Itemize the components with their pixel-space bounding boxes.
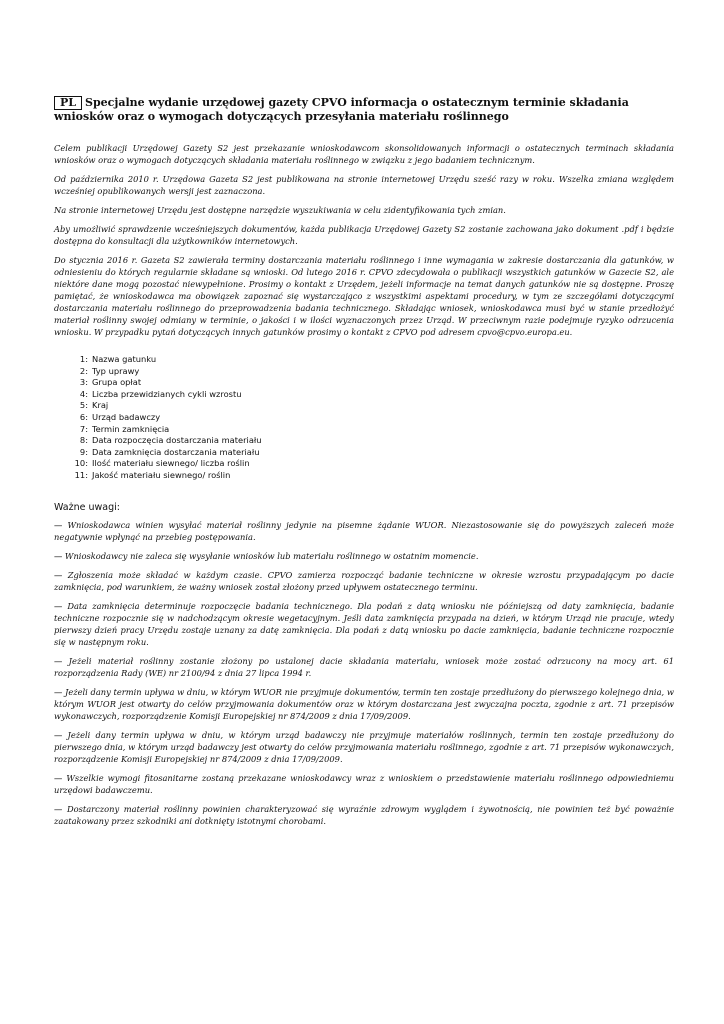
document-page [54, 96, 674, 834]
item-number: 7: [79, 423, 88, 434]
notes-section [54, 519, 674, 827]
list-item [54, 435, 674, 447]
item-number: 1: [79, 354, 88, 364]
note-paragraph: — Dostarczony materiał roślinny powinien charakteryzować się wyraźnie zdrowym wyglądem i żywotnością, nie powinien też być poważnie zaatakowany przez szkodniki ani dotknięty istotnymi chorobami. [54, 803, 674, 826]
language-badge: PL [54, 96, 82, 110]
item-number: 10: [74, 458, 88, 469]
intro-paragraph: Aby umożliwić sprawdzenie wcześniejszych dokumentów, każda publikacja Urzędowej Gazety S2 zostanie zachowana jako dokument .pdf i będzie dostępna do konsultacji dla użytkowników internetowych. [54, 224, 674, 246]
note-paragraph: — Wnioskodawcy nie zaleca się wysyłanie wniosków lub materiału roślinnego w ostatnim momencie. [54, 550, 479, 561]
list-item [54, 458, 674, 470]
item-label: Jakość materiału siewnego/ roślin [92, 469, 231, 480]
list-item [54, 447, 674, 459]
list-item [54, 400, 674, 412]
item-label: Nazwa gatunku [92, 354, 157, 364]
note-paragraph: — Jeżeli materiał roślinny zostanie złożony po ustalonej dacie składania materiału, wniosek może zostać odrzucony na mocy art. 61 rozporządzenia Rady (WE) nr 2100/94 z dnia 27 lipca 1994 r. [54, 655, 674, 678]
item-number: 9: [79, 446, 88, 457]
note-paragraph: — Data zamknięcia determinuje rozpoczęcie badania technicznego. Dla podań z datą wniosku nie późniejszą od daty zamknięcia, badanie techniczne rozpocznie się w nadchodzącym okresie wegetacyjnym. Jeśli data zamknięcia przypada na dzień, w którym Urząd nie pracuje, wtedy pierwszy dzień pracy Urzędu zostaje uznany za datę zamknięcia. Dla podań z datą wniosku po dacie zamknięcia, badanie techniczne rozpocznie się w następnym roku. [54, 600, 674, 647]
item-label: Termin zamknięcia [92, 423, 170, 434]
list-item [54, 389, 674, 401]
item-number: 2: [79, 365, 88, 376]
item-number: 4: [79, 388, 88, 399]
item-number: 11: [74, 469, 88, 480]
item-label: Kraj [92, 400, 109, 411]
item-label: Ilość materiału siewnego/ liczba roślin [92, 458, 250, 469]
intro-paragraph: Na stronie internetowej Urzędu jest dostępne narzędzie wyszukiwania w celu zidentyfikowania tych zmian. [54, 205, 506, 215]
list-item [54, 377, 674, 389]
item-label: Data rozpoczęcia dostarczania materiału [92, 435, 262, 446]
intro-paragraph: Do stycznia 2016 r. Gazeta S2 zawierała terminy dostarczania materiału roślinnego i inne wymagania w zakresie dostarczania dla gatunków, w odniesieniu do których regularnie składane są wnioski. Od lutego 2016 r. CPVO zdecydowała o publikacji wszystkich gatunków w Gazecie S2, ale niektóre dane mogą pozostać niewypełnione. Prosimy o kontakt z Urzędem, jeżeli informacje na temat danych gatunków nie są dostępne. Proszę pamiętać, że wnioskodawca ma obowiązek zapoznać się wystarczająco z wszystkimi aspektami procedury, w tym ze szczegółami dotyczącymi dostarczania materiału roślinnego do przeprowadzenia badania technicznego. Składając wniosek, wnioskodawca musi być w stanie przedłożyć materiał roślinny swojej odmiany w terminie, o jakości i w ilości wyznaczonych przez Urząd. W przeciwnym razie podejmuje ryzyko odrzucenia wniosku. W przypadku pytań dotyczących innych gatunków prosimy o kontakt z CPVO pod adresem cpvo@cpvo.europa.eu. [54, 255, 674, 337]
note-paragraph: — Zgłoszenia może składać w każdym czasie. CPVO zamierza rozpocząć badanie techniczne w okresie wzrostu przypadającym po dacie zamknięcia, pod warunkiem, że ważny wniosek został złożony przed upływem ostatecznego terminu. [54, 569, 674, 592]
item-number: 8: [79, 435, 88, 446]
title-text: Specjalne wydanie urzędowej gazety CPVO informacja o ostatecznym terminie składania wniosków oraz o wymogach dotyczących przesyłania materiału roślinnego [54, 96, 629, 123]
page-title [54, 96, 674, 123]
intro-paragraph: Od października 2010 r. Urzędowa Gazeta S2 jest publikowana na stronie internetowej Urzędu sześć razy w roku. Wszelka zmiana względem wcześniej opublikowanych wersji jest zaznaczona. [54, 174, 674, 196]
field-legend-list [54, 354, 674, 482]
list-item [54, 412, 674, 424]
intro-paragraph: Celem publikacji Urzędowej Gazety S2 jest przekazanie wnioskodawcom skonsolidowanych informacji o ostatecznych terminach składania wniosków oraz o wymogach dotyczących składania materiału roślinnego w związku z jego badaniem technicznym. [54, 143, 674, 165]
item-label: Urząd badawczy [92, 411, 161, 422]
note-paragraph: — Wnioskodawca winien wysyłać materiał roślinny jedynie na pisemne żądanie WUOR. Niezastosowanie się do powyższych zaleceń może negatywnie wpłynąć na przebieg postępowania. [54, 519, 674, 542]
list-item [54, 366, 674, 378]
item-label: Liczba przewidzianych cykli wzrostu [92, 388, 242, 399]
list-item [54, 470, 674, 482]
item-number: 6: [79, 411, 88, 422]
note-paragraph: — Wszelkie wymogi fitosanitarne zostaną przekazane wnioskodawcy wraz z wnioskiem o przedstawienie materiału roślinnego odpowiedniemu urzędowi badawczemu. [54, 772, 674, 795]
notes-heading: Ważne uwagi: [54, 501, 120, 513]
intro-section [54, 142, 674, 338]
list-item [54, 424, 674, 436]
note-paragraph: — Jeżeli dany termin upływa w dniu, w którym WUOR nie przyjmuje dokumentów, termin ten zostaje przedłużony do pierwszego kolejnego dnia, w którym WUOR jest otwarty do celów przyjmowania dokumentów oraz w którym dostarczana jest zwyczajna poczta, zgodnie z art. 71 przepisów wykonawczych, rozporządzenie Komisji Europejskiej nr 874/2009 z dnia 17/09/2009. [54, 686, 674, 721]
note-paragraph: — Jeżeli dany termin upływa w dniu, w którym urząd badawczy nie przyjmuje materiałów roślinnych, termin ten zostaje przedłużony do pierwszego dnia, w którym urząd badawczy jest otwarty do celów przyjmowania materiału roślinnego, zgodnie z art. 71 przepisów wykonawczych, rozporządzenie Komisji Europejskiej nr 874/2009 z dnia 17/09/2009. [54, 729, 674, 764]
item-label: Typ uprawy [92, 365, 140, 376]
item-number: 5: [79, 400, 88, 411]
item-label: Data zamknięcia dostarczania materiału [92, 446, 260, 457]
list-item [54, 354, 674, 366]
item-label: Grupa opłat [92, 377, 142, 388]
item-number: 3: [79, 377, 88, 388]
